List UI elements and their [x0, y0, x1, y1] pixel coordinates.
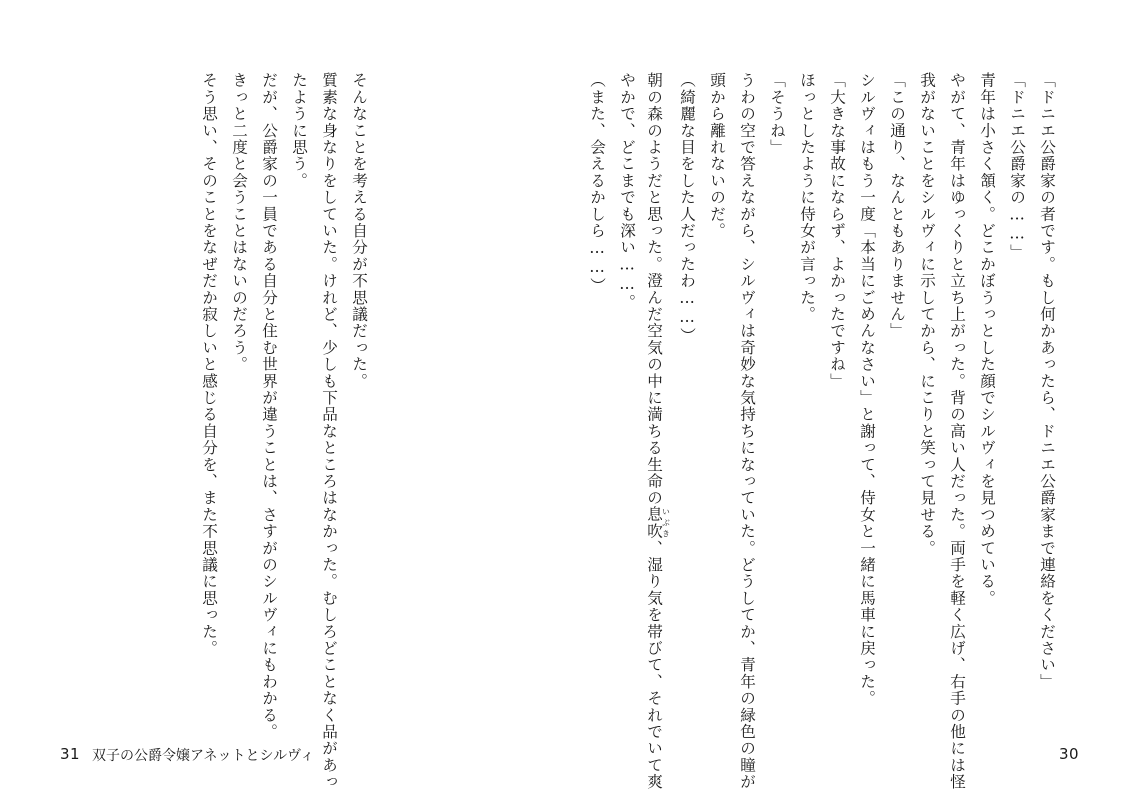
- text-line: 「ドニエ公爵家の……」: [1008, 72, 1026, 261]
- text-line: そんなことを考える自分が不思議だった。: [350, 72, 368, 390]
- page-number: 31: [60, 745, 81, 763]
- text-line: 質素な身なりをしていた。けれど、少しも下品なところはなかった。むしろどことなく品があっ: [320, 72, 338, 791]
- right-page: [562, 0, 1125, 800]
- text-line: シルヴィはもう一度「本当にごめんなさい」と謝って、侍女と一緒に馬車に戻った。: [858, 72, 876, 707]
- text-line: だが、公爵家の一員である自分と住む世界が違うことは、さすがのシルヴィにもわかる。: [260, 72, 278, 740]
- text-line: 青年は小さく頷く。どこかぼうっとした顔でシルヴィを見つめている。: [978, 72, 996, 607]
- text-line: ほっとしたように侍女が言った。: [798, 72, 816, 323]
- text-line: 頭から離れないのだ。: [708, 72, 726, 239]
- text-line: 「この通り、なんともありません」: [888, 72, 906, 340]
- text-line: たように思う。: [290, 72, 308, 189]
- text-line: やがて、青年はゆっくりと立ち上がった。背の高い人だった。両手を軽く広げ、右手の他には怪: [948, 72, 966, 791]
- text-line: うわの空で答えながら、シルヴィは奇妙な気持ちになっていた。どうしてか、青年の緑色の瞳が: [738, 72, 756, 791]
- text-line: 「ドニエ公爵家の者です。もし何かあったら、ドニエ公爵家まで連絡をください」: [1038, 72, 1056, 690]
- text-line: きっと二度と会うことはないのだろう。: [230, 72, 248, 373]
- text-line: 我がないことをシルヴィに示してから、にこりと笑って見せる。: [918, 72, 936, 557]
- page-number: 30: [1059, 745, 1080, 763]
- text-line: そう思い、そのことをなぜだか寂しいと感じる自分を、また不思議に思った。: [200, 72, 218, 657]
- text-line: やかで、どこまでも深い……。: [618, 72, 636, 311]
- text-line: （綺麗な目をした人だったわ……）: [678, 72, 696, 344]
- running-title: 双子の公爵令嬢アネットとシルヴィ: [92, 748, 315, 764]
- left-page: [0, 0, 562, 800]
- text-line: 「大きな事故にならず、よかったですね」: [828, 72, 846, 390]
- text-line-with-ruby: 朝の森のようだと思った。澄んだ空気の中に満ちる生命の息吹いぶき、湿り気を帯びて、それでいて爽: [645, 72, 671, 791]
- ruby-annotation: 息吹いぶき: [645, 506, 671, 540]
- text-line: （また、会えるかしら……）: [588, 72, 606, 294]
- text-line: 「そうね」: [768, 72, 786, 156]
